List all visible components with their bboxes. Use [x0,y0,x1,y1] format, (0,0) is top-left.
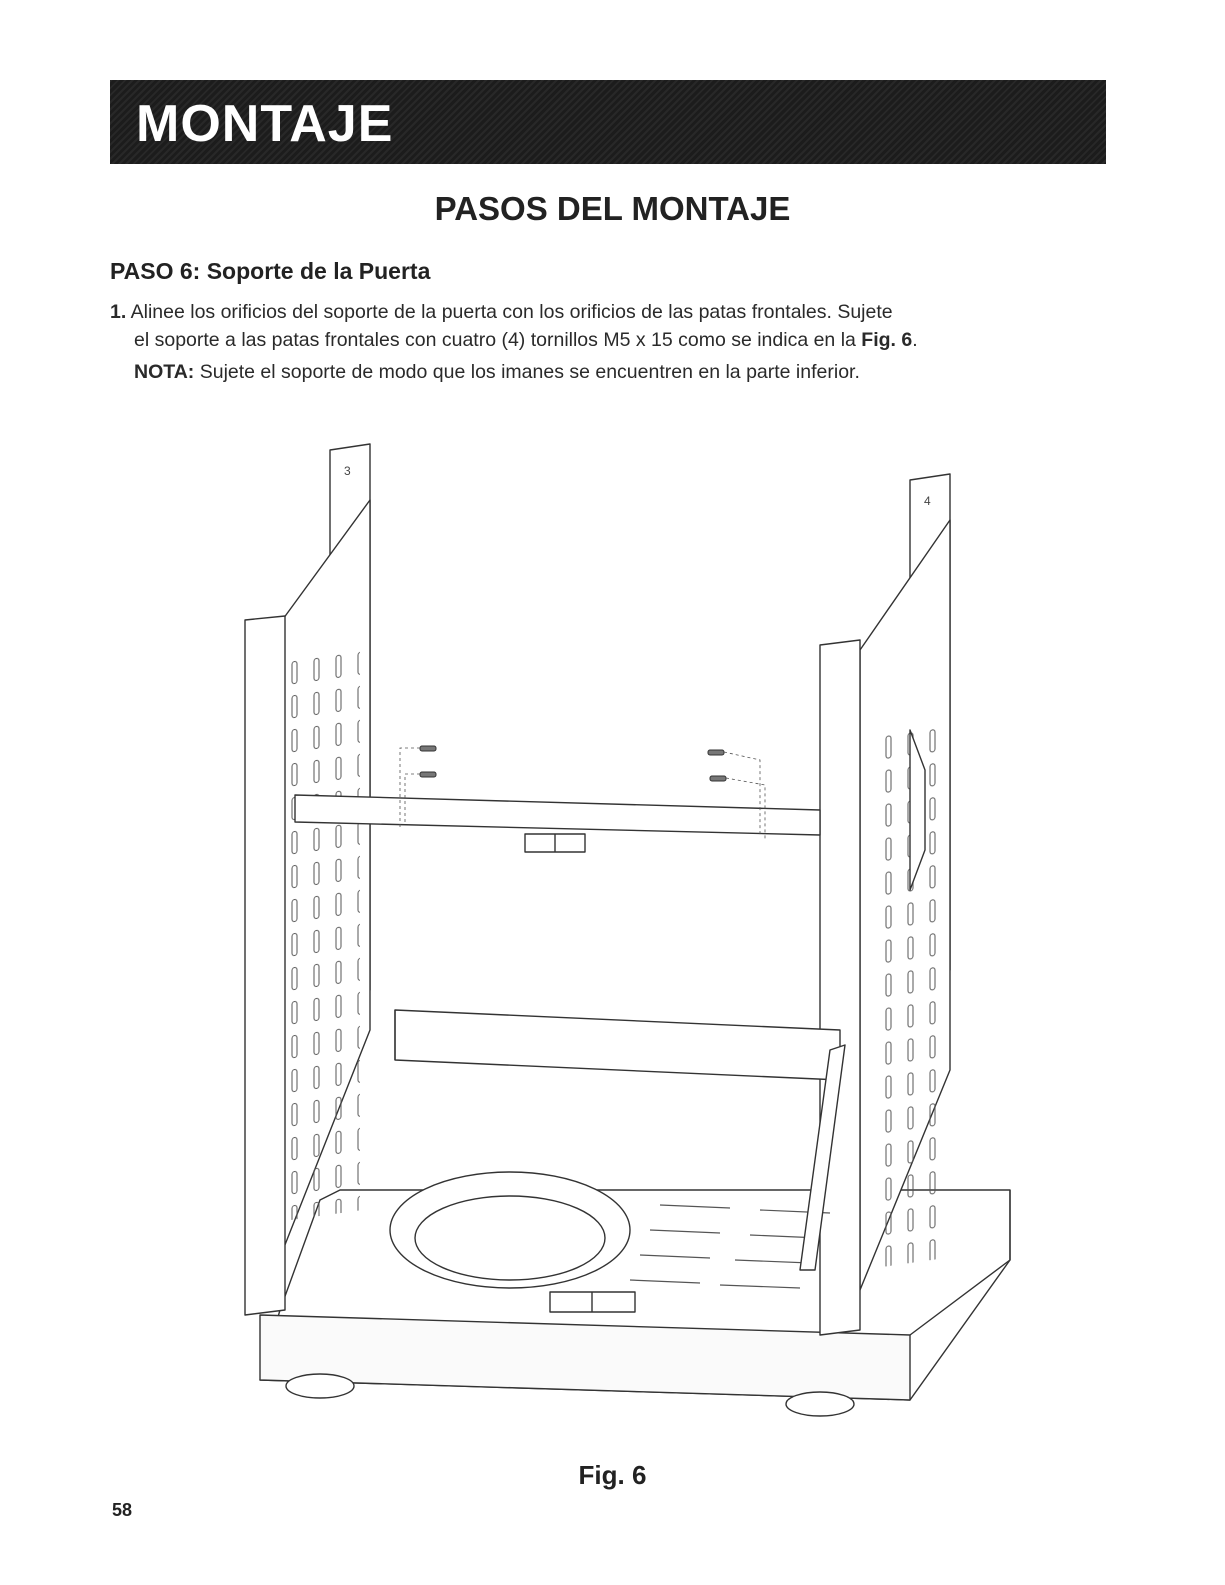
wheel-left [286,1374,354,1398]
screw-3 [708,750,724,755]
instruction-period: . [912,329,918,351]
figure-caption: Fig. 6 [578,1460,647,1490]
screw-1 [420,746,436,751]
note-line [110,358,1100,386]
assembly-illustration [220,430,1060,1430]
front-right-leg [820,640,860,1335]
door-bracket [295,795,820,835]
header-banner [110,80,1106,164]
banner-title: MONTAJE [136,95,394,153]
leg-label-right: 4 [924,494,931,508]
instruction-line-2 [110,326,1100,354]
item-number: 1. [110,301,127,323]
page-number: 58 [112,1500,133,1520]
instruction-text-2: el soporte a las patas frontales con cuatro (4) tornillos M5 x 15 como se indica en la [134,329,862,351]
instructions [110,298,1100,386]
front-left-leg [245,616,285,1315]
floor-opening-inner [415,1196,605,1280]
leg-label-left: 3 [344,464,351,478]
screw-2 [420,772,436,777]
wheel-right [786,1392,854,1416]
step-heading: PASO 6: Soporte de la Puerta [110,258,431,284]
figure-reference: Fig. 6 [861,329,913,351]
note-text: Sujete el soporte de modo que los imanes se encuentren en la parte inferior. [194,361,860,383]
screw-4 [710,776,726,781]
section-title: PASOS DEL MONTAJE [434,190,791,227]
note-label: NOTA: [134,361,195,383]
back-panel [395,1010,840,1080]
screws [420,746,726,781]
instruction-text-1: Alinee los orificios del soporte de la puerta con los orificios de las patas frontales. Sujete [130,301,893,323]
instruction-line-1 [110,298,1100,326]
